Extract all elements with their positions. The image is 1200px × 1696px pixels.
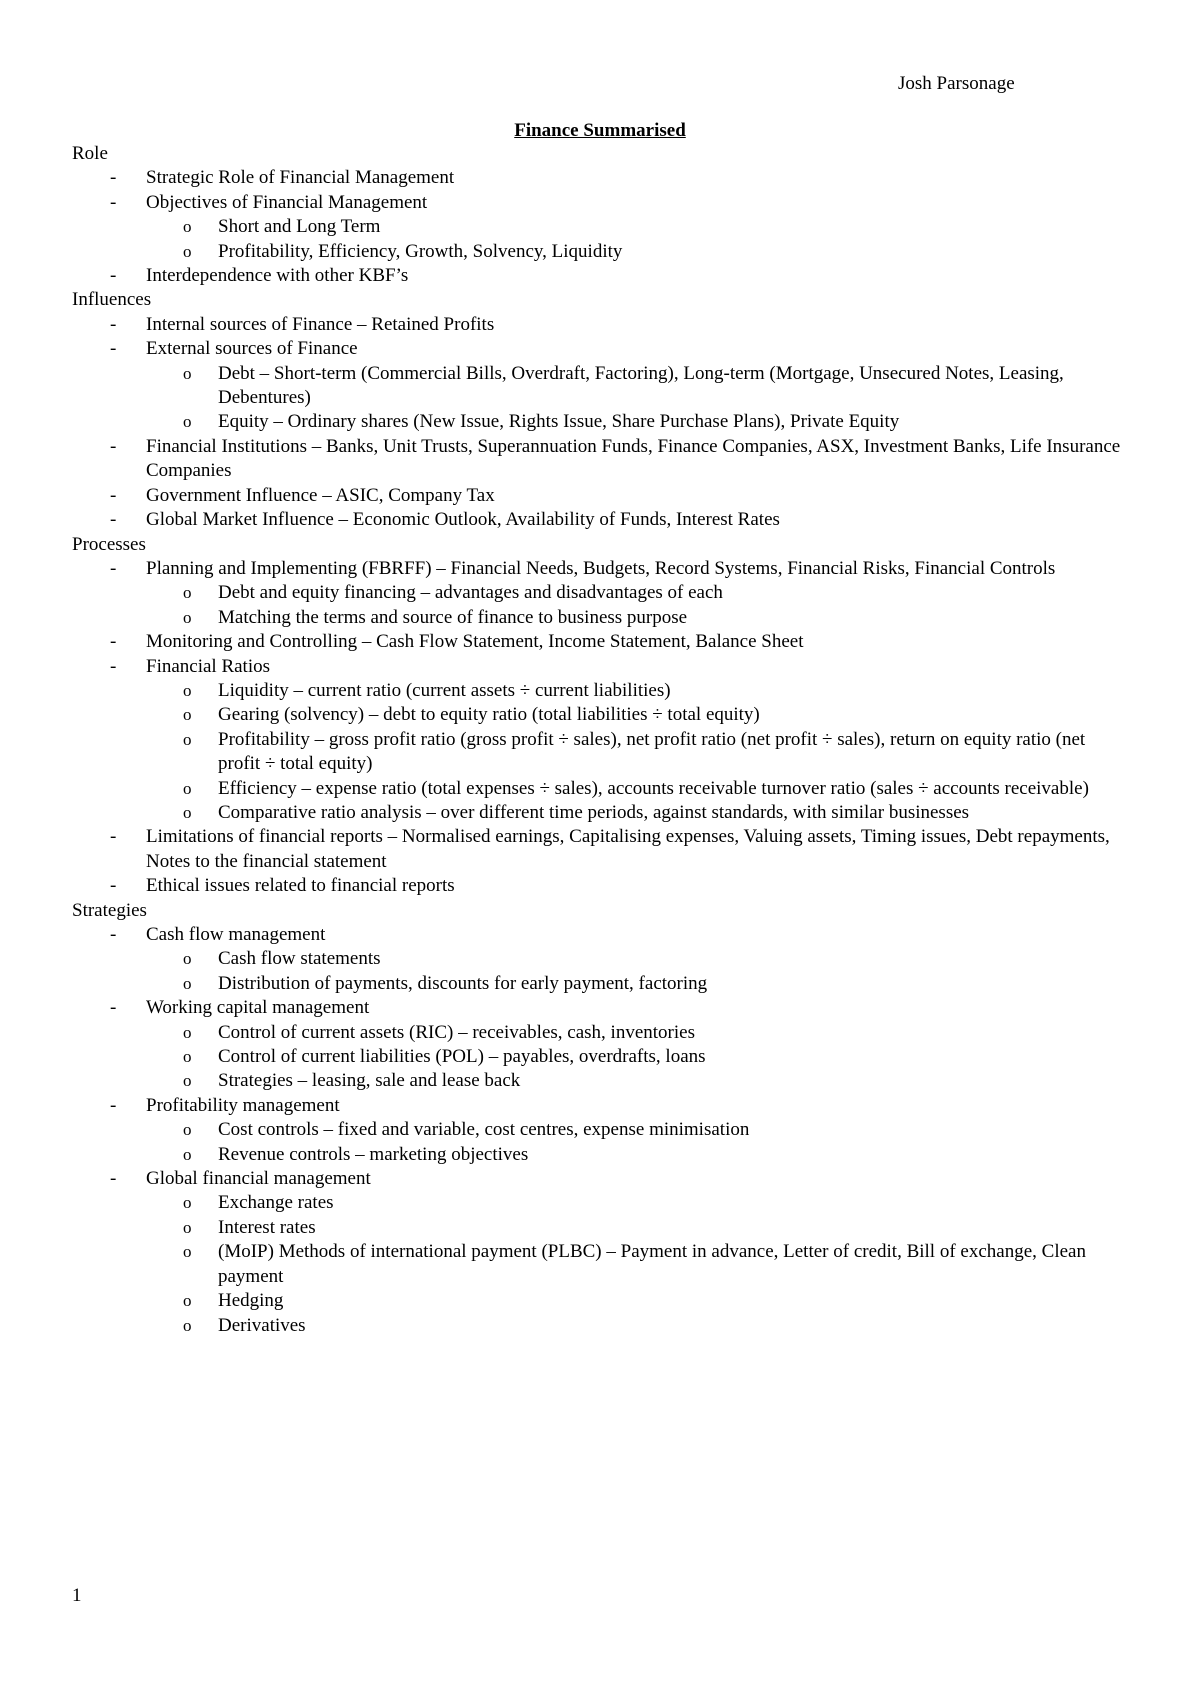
dash-bullet: -	[110, 484, 117, 506]
dash-bullet: -	[110, 875, 117, 897]
sub-list-item	[72, 1021, 1132, 1045]
list-item-text: Financial Ratios	[146, 655, 271, 677]
document-body	[72, 142, 1132, 1338]
sub-list-item-text: Matching the terms and source of finance to business purpose	[218, 606, 688, 628]
circle-bullet: o	[183, 1242, 192, 1262]
list-item	[72, 825, 1132, 874]
list-item	[72, 557, 1132, 581]
dash-bullet: -	[110, 435, 117, 457]
sub-list-item-text: Equity – Ordinary shares (New Issue, Rights Issue, Share Purchase Plans), Private Equity	[218, 411, 900, 433]
sub-list-item	[72, 972, 1132, 996]
page-number: 1	[72, 1585, 82, 1606]
dash-bullet: -	[110, 1168, 117, 1190]
sub-list-item	[72, 215, 1132, 239]
list-item-text: Interdependence with other KBF’s	[146, 265, 409, 287]
sub-list-item-text: Control of current assets (RIC) – receivables, cash, inventories	[218, 1021, 695, 1043]
list-item-text: Planning and Implementing (FBRFF) – Financial Needs, Budgets, Record Systems, Financial Risks, Financial Controls	[146, 557, 1056, 579]
circle-bullet: o	[183, 412, 192, 432]
circle-bullet: o	[183, 1144, 192, 1164]
sub-list-item-text: Control of current liabilities (POL) – payables, overdrafts, loans	[218, 1046, 706, 1068]
section-heading: Strategies	[72, 899, 147, 921]
circle-bullet: o	[183, 363, 192, 383]
sub-list-item	[72, 728, 1132, 777]
sub-list-item	[72, 777, 1132, 801]
dash-bullet: -	[110, 631, 117, 653]
list-item	[72, 1094, 1132, 1118]
sub-list-item	[72, 1289, 1132, 1313]
circle-bullet: o	[183, 729, 192, 749]
section-heading: Influences	[72, 289, 152, 311]
list-item	[72, 264, 1132, 288]
author-name: Josh Parsonage	[898, 73, 1015, 94]
list-item	[72, 923, 1132, 947]
sub-list-item-text: (MoIP) Methods of international payment (PLBC) – Payment in advance, Letter of credit, Bill of exchange, Clean payment	[218, 1241, 1086, 1287]
sub-list-item	[72, 606, 1132, 630]
sub-list-item	[72, 1314, 1132, 1338]
section-heading: Processes	[72, 533, 146, 555]
dash-bullet: -	[110, 924, 117, 945]
sub-list-item	[72, 703, 1132, 727]
circle-bullet: o	[183, 607, 192, 627]
dash-bullet: -	[110, 265, 117, 287]
list-item	[72, 313, 1132, 337]
sub-list-item-text: Cash flow statements	[218, 948, 381, 970]
list-item	[72, 435, 1132, 484]
list-item-text: External sources of Finance	[146, 338, 358, 360]
circle-bullet: o	[183, 1047, 192, 1067]
sub-list-item-text: Cost controls – fixed and variable, cost centres, expense minimisation	[218, 1119, 750, 1141]
sub-list-item-text: Efficiency – expense ratio (total expenses ÷ sales), accounts receivable turnover ratio (sales ÷ accounts receivable)	[218, 777, 1089, 799]
circle-bullet: o	[183, 802, 192, 822]
circle-bullet: o	[183, 1315, 192, 1335]
sub-list-item-text: Distribution of payments, discounts for early payment, factoring	[218, 972, 708, 994]
list-item-text: Internal sources of Finance – Retained Profits	[146, 313, 495, 335]
circle-bullet: o	[183, 1291, 192, 1311]
list-item-text: Limitations of financial reports – Normalised earnings, Capitalising expenses, Valuing assets, Timing issues, Debt repayments, Notes to the financial statement	[146, 826, 1110, 872]
list-item	[72, 996, 1132, 1020]
list-item-text: Objectives of Financial Management	[146, 191, 428, 213]
sub-list-item-text: Revenue controls – marketing objectives	[218, 1143, 529, 1165]
list-item	[72, 337, 1132, 361]
dash-bullet: -	[110, 1094, 117, 1116]
circle-bullet: o	[183, 1071, 192, 1091]
list-item	[72, 484, 1132, 508]
circle-bullet: o	[183, 1120, 192, 1140]
dash-bullet: -	[110, 557, 117, 579]
list-item-text: Working capital management	[146, 997, 370, 1019]
sub-list-item	[72, 410, 1132, 434]
sub-list-item	[72, 1143, 1132, 1167]
sub-list-item	[72, 679, 1132, 703]
list-item-text: Cash flow management	[146, 924, 326, 945]
list-item	[72, 191, 1132, 215]
sub-list-item	[72, 1118, 1132, 1142]
circle-bullet: o	[183, 241, 192, 261]
circle-bullet: o	[183, 1193, 192, 1213]
sub-list-item	[72, 1240, 1132, 1289]
circle-bullet: o	[183, 973, 192, 993]
circle-bullet: o	[183, 705, 192, 725]
sub-list-item	[72, 581, 1132, 605]
list-item	[72, 1167, 1132, 1191]
list-item-text: Monitoring and Controlling – Cash Flow Statement, Income Statement, Balance Sheet	[146, 631, 804, 653]
sub-list-item-text: Short and Long Term	[218, 216, 381, 238]
sub-list-item-text: Interest rates	[218, 1216, 316, 1238]
sub-list-item-text: Hedging	[218, 1290, 284, 1312]
sub-list-item	[72, 1191, 1132, 1215]
list-item-text: Financial Institutions – Banks, Unit Trusts, Superannuation Funds, Finance Companies, ASX, Investment Banks, Life Insurance Companies	[146, 435, 1121, 482]
list-item	[72, 874, 1132, 898]
section-heading: Role	[72, 143, 108, 164]
sub-list-item-text: Strategies – leasing, sale and lease back	[218, 1070, 521, 1092]
list-item	[72, 166, 1132, 190]
sub-list-item-text: Debt and equity financing – advantages and disadvantages of each	[218, 582, 723, 604]
dash-bullet: -	[110, 509, 117, 531]
dash-bullet: -	[110, 167, 117, 189]
list-item	[72, 655, 1132, 679]
list-item	[72, 630, 1132, 654]
sub-list-item-text: Comparative ratio analysis – over different time periods, against standards, with similar businesses	[218, 801, 970, 823]
sub-list-item	[72, 362, 1132, 411]
list-item	[72, 508, 1132, 532]
document-title: Finance Summarised	[514, 120, 686, 141]
circle-bullet: o	[183, 680, 192, 700]
circle-bullet: o	[183, 949, 192, 969]
circle-bullet: o	[183, 778, 192, 798]
sub-list-item-text: Debt – Short-term (Commercial Bills, Overdraft, Factoring), Long-term (Mortgage, Unsecured Notes, Leasing, Debentures)	[218, 362, 1064, 409]
sub-list-item	[72, 801, 1132, 825]
sub-list-item	[72, 947, 1132, 971]
list-item-text: Strategic Role of Financial Management	[146, 167, 455, 189]
sub-list-item	[72, 1045, 1132, 1069]
sub-list-item	[72, 1069, 1132, 1093]
sub-list-item-text: Profitability – gross profit ratio (gross profit ÷ sales), net profit ratio (net profit ÷ sales), return on equity ratio (net profit ÷ total equity)	[218, 728, 1086, 775]
dash-bullet: -	[110, 338, 117, 360]
dash-bullet: -	[110, 997, 117, 1019]
sub-list-item	[72, 240, 1132, 264]
dash-bullet: -	[110, 826, 117, 848]
list-item-text: Global Market Influence – Economic Outlook, Availability of Funds, Interest Rates	[146, 509, 780, 531]
sub-list-item-text: Profitability, Efficiency, Growth, Solvency, Liquidity	[218, 240, 623, 262]
list-item-text: Profitability management	[146, 1094, 340, 1116]
list-item-text: Government Influence – ASIC, Company Tax	[146, 484, 495, 506]
sub-list-item-text: Exchange rates	[218, 1192, 334, 1214]
circle-bullet: o	[183, 1217, 192, 1237]
list-item-text: Ethical issues related to financial reports	[146, 875, 455, 897]
dash-bullet: -	[110, 191, 117, 213]
circle-bullet: o	[183, 217, 192, 237]
sub-list-item-text: Gearing (solvency) – debt to equity ratio (total liabilities ÷ total equity)	[218, 704, 760, 726]
circle-bullet: o	[183, 583, 192, 603]
sub-list-item-text: Liquidity – current ratio (current assets ÷ current liabilities)	[218, 679, 671, 701]
dash-bullet: -	[110, 313, 117, 335]
list-item-text: Global financial management	[146, 1168, 371, 1190]
sub-list-item	[72, 1216, 1132, 1240]
sub-list-item-text: Derivatives	[218, 1314, 306, 1336]
dash-bullet: -	[110, 655, 117, 677]
circle-bullet: o	[183, 1022, 192, 1042]
